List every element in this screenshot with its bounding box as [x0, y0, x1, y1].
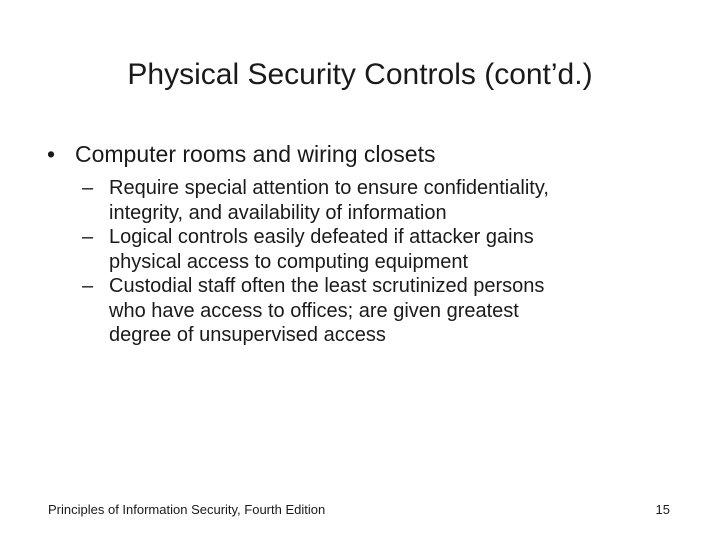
subbullet-line: Require special attention to ensure confidentiality,: [109, 177, 549, 199]
subbullet-line: Custodial staff often the least scrutinized persons: [109, 275, 545, 297]
subbullet-item: [82, 176, 682, 225]
page-number: 15: [655, 502, 670, 517]
subbullet-marker: –: [82, 275, 94, 297]
subbullet-line: who have access to offices; are given greatest: [109, 299, 519, 322]
subbullet-item: [82, 274, 682, 348]
subbullet-line: integrity, and availability of information: [109, 201, 447, 224]
subbullet-line: Logical controls easily defeated if attacker gains: [109, 226, 534, 248]
subbullet-list: [82, 176, 682, 348]
subbullet-item: [82, 225, 682, 274]
slide-title: Physical Security Controls (cont’d.): [127, 58, 593, 91]
subbullet-line: physical access to computing equipment: [109, 250, 469, 273]
bullet-text: Computer rooms and wiring closets: [75, 141, 436, 167]
subbullet-marker: –: [82, 177, 94, 199]
subbullet-line: degree of unsupervised access: [109, 324, 386, 346]
subbullet-marker: –: [82, 226, 94, 248]
bullet-marker: •: [47, 141, 56, 167]
footer-source: Principles of Information Security, Fourth Edition: [48, 502, 326, 517]
